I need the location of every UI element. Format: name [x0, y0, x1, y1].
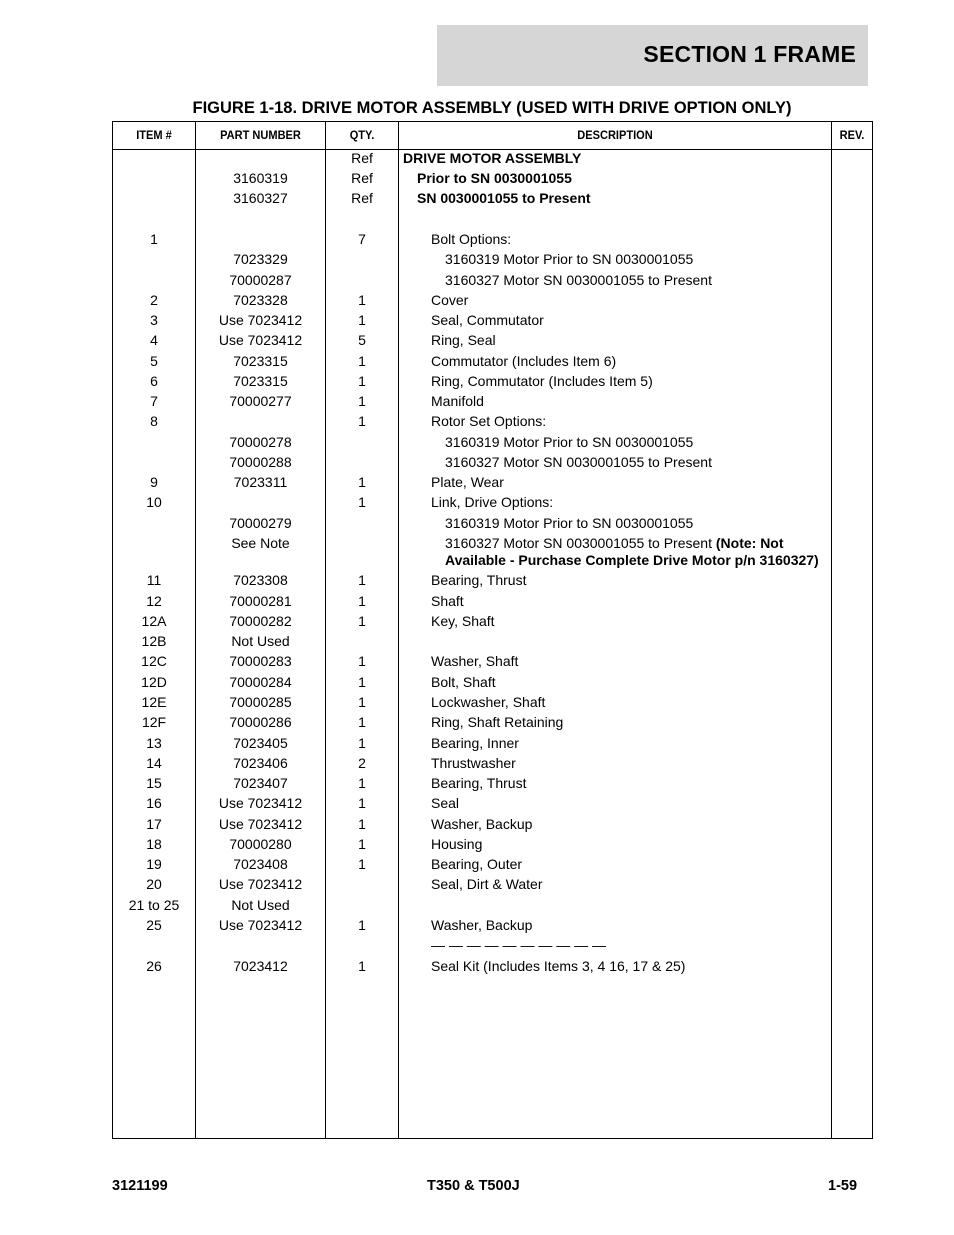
column-header-item: ITEM #: [136, 128, 172, 142]
table-row: [113, 292, 872, 312]
quantity: 1: [358, 613, 366, 629]
description-text: Link, Drive Options:: [431, 494, 554, 510]
part-number: 7023311: [233, 474, 288, 490]
part-number: 70000278: [229, 434, 292, 450]
description-text: Shaft: [431, 593, 464, 609]
item-number: 18: [146, 836, 162, 852]
table-row: [113, 775, 872, 795]
description-text: 3160327 Motor SN 0030001055 to Present: [445, 272, 712, 288]
table-row: [113, 856, 872, 876]
table-row: [113, 694, 872, 714]
description-text: 3160319 Motor Prior to SN 0030001055: [445, 434, 694, 450]
column-header-rev: REV.: [839, 128, 865, 142]
description: [403, 494, 861, 510]
quantity: 1: [358, 494, 366, 510]
table-row: [113, 332, 872, 352]
part-number: 7023308: [233, 572, 288, 588]
description-text: 3160319 Motor Prior to SN 0030001055: [445, 251, 694, 267]
part-number: 70000277: [229, 393, 292, 409]
item-number: 6: [150, 373, 158, 389]
quantity: 2: [358, 755, 366, 771]
table-row: [113, 876, 872, 896]
table-row: [113, 312, 872, 332]
description: [403, 856, 861, 872]
description: [403, 755, 861, 771]
item-number: 2: [150, 292, 158, 308]
item-number: 7: [150, 393, 158, 409]
table-row: [113, 535, 872, 568]
description: [403, 836, 861, 852]
quantity: 1: [358, 353, 366, 369]
table-row: [113, 251, 872, 271]
part-number: Not Used: [231, 897, 290, 913]
table-row: [113, 272, 872, 292]
description: [403, 653, 861, 669]
item-number: 3: [150, 312, 158, 328]
part-number: 70000286: [229, 714, 292, 730]
description: [403, 190, 847, 206]
table-row: [113, 231, 872, 251]
description: [403, 454, 875, 470]
footer-page-number: 1-59: [828, 1178, 858, 1194]
table-row: [113, 373, 872, 393]
description-text: 3160327 Motor SN 0030001055 to Present: [445, 535, 712, 551]
description-text: Washer, Shaft: [431, 653, 519, 669]
table-row: [113, 413, 872, 433]
description: [403, 917, 861, 933]
item-number: 20: [146, 876, 162, 892]
description: [403, 413, 861, 429]
table-row: [113, 613, 872, 633]
part-number: 70000281: [229, 593, 292, 609]
part-number: See Note: [231, 535, 290, 551]
part-number: Use 7023412: [218, 876, 303, 892]
item-number: 12F: [141, 714, 167, 730]
quantity: 1: [358, 593, 366, 609]
description: [403, 251, 875, 267]
description-text: 3160327 Motor SN 0030001055 to Present: [445, 454, 712, 470]
part-number: 7023329: [233, 251, 288, 267]
description-text: Bearing, Outer: [431, 856, 523, 872]
description: [403, 170, 847, 186]
part-number: 70000284: [229, 674, 292, 690]
footer-doc-number: 3121199: [112, 1178, 168, 1194]
quantity: 5: [358, 332, 366, 348]
table-row: [113, 353, 872, 373]
quantity: 1: [358, 393, 366, 409]
description-text: — — — — — — — — — —: [431, 937, 607, 953]
quantity: 1: [358, 292, 366, 308]
description: [403, 373, 861, 389]
description-text: Plate, Wear: [431, 474, 504, 490]
item-number: 4: [150, 332, 158, 348]
table-row: [113, 593, 872, 613]
description-text: Cover: [431, 292, 469, 308]
part-number: Use 7023412: [218, 332, 303, 348]
description-note-continued: Available - Purchase Complete Drive Motor p/n 3160327): [445, 552, 819, 568]
table-row: [113, 937, 872, 957]
description-text: Lockwasher, Shaft: [431, 694, 546, 710]
item-number: 9: [150, 474, 158, 490]
description: [403, 434, 875, 450]
figure-title: FIGURE 1-18. DRIVE MOTOR ASSEMBLY (USED WITH DRIVE OPTION ONLY): [192, 99, 792, 117]
item-number: 19: [146, 856, 162, 872]
part-number: 7023412: [233, 958, 288, 974]
description-text: Bearing, Thrust: [431, 572, 527, 588]
description-text: Seal, Commutator: [431, 312, 544, 328]
description-text: Housing: [431, 836, 483, 852]
quantity: 1: [358, 917, 366, 933]
quantity: 1: [358, 413, 366, 429]
quantity: 1: [358, 694, 366, 710]
quantity: 1: [358, 836, 366, 852]
part-number: Use 7023412: [218, 312, 303, 328]
column-header-qty: QTY.: [349, 128, 375, 142]
quantity: Ref: [351, 190, 373, 206]
description: [403, 332, 861, 348]
description-text: Bolt, Shaft: [431, 674, 496, 690]
description: [403, 535, 875, 551]
description-text: Key, Shaft: [431, 613, 495, 629]
item-number: 16: [146, 795, 162, 811]
description: [403, 353, 861, 369]
item-number: 8: [150, 413, 158, 429]
item-number: 12: [146, 593, 162, 609]
column-header-description: DESCRIPTION: [577, 128, 653, 142]
description: [403, 231, 861, 247]
part-number: 7023315: [233, 353, 288, 369]
table-row: [113, 474, 872, 494]
item-number: 13: [146, 735, 162, 751]
quantity: Ref: [351, 150, 373, 166]
item-number: 1: [150, 231, 158, 247]
table-row: [113, 653, 872, 673]
part-number: 7023328: [233, 292, 288, 308]
quantity: 1: [358, 474, 366, 490]
footer-model: T350 & T500J: [427, 1178, 520, 1194]
description: [403, 515, 875, 531]
part-number: 3160327: [233, 190, 288, 206]
description-text: Bearing, Thrust: [431, 775, 527, 791]
table-row: [113, 714, 872, 734]
table-row: [113, 836, 872, 856]
description: [403, 292, 861, 308]
part-number: 70000283: [229, 653, 292, 669]
item-number: 12C: [141, 653, 167, 669]
quantity: 1: [358, 373, 366, 389]
part-number: 70000279: [229, 515, 292, 531]
description: [403, 714, 861, 730]
item-number: 5: [150, 353, 158, 369]
description: [403, 312, 861, 328]
item-number: 17: [146, 816, 162, 832]
column-header-part-number: PART NUMBER: [220, 128, 301, 142]
part-number: 3160319: [233, 170, 288, 186]
table-row: [113, 454, 872, 474]
item-number: 10: [146, 494, 162, 510]
table-row: [113, 755, 872, 775]
table-row: [113, 816, 872, 836]
table-row: [113, 633, 872, 653]
description-text: Seal, Dirt & Water: [431, 876, 543, 892]
description: [403, 272, 875, 288]
description: [403, 958, 861, 974]
quantity: 1: [358, 795, 366, 811]
item-number: 12B: [141, 633, 167, 649]
description: [403, 572, 861, 588]
description: [403, 674, 861, 690]
table-row: [113, 674, 872, 694]
table-row: [113, 150, 872, 170]
description-text: Seal: [431, 795, 460, 811]
part-number: 70000287: [229, 272, 292, 288]
description-text: Prior to SN 0030001055: [417, 170, 572, 186]
table-row: [113, 515, 872, 535]
part-number: Use 7023412: [218, 795, 303, 811]
description: [403, 474, 861, 490]
description: [403, 593, 861, 609]
part-number: 70000282: [229, 613, 292, 629]
quantity: 1: [358, 674, 366, 690]
table-row: [113, 958, 872, 978]
table-row: [113, 434, 872, 454]
quantity: 1: [358, 775, 366, 791]
description-text: Ring, Commutator (Includes Item 5): [431, 373, 653, 389]
description-note: (Note: Not: [715, 535, 784, 551]
parts-table: [112, 121, 873, 1139]
section-title: SECTION 1 FRAME: [643, 41, 856, 67]
part-number: 70000280: [229, 836, 292, 852]
part-number: Use 7023412: [218, 917, 303, 933]
description-text: DRIVE MOTOR ASSEMBLY: [403, 150, 582, 166]
description-text: Seal Kit (Includes Items 3, 4 16, 17 & 25): [431, 958, 686, 974]
item-number: 12A: [141, 613, 167, 629]
table-row: [113, 494, 872, 514]
quantity: 1: [358, 816, 366, 832]
quantity: 1: [358, 572, 366, 588]
description: [403, 613, 861, 629]
table-row: [113, 897, 872, 917]
description-text: Rotor Set Options:: [431, 413, 547, 429]
description: [403, 937, 861, 953]
description-text: Washer, Backup: [431, 917, 533, 933]
item-number: 21 to 25: [128, 897, 180, 913]
part-number: 7023406: [233, 755, 288, 771]
part-number: 7023315: [233, 373, 288, 389]
quantity: 1: [358, 312, 366, 328]
part-number: 70000288: [229, 454, 292, 470]
description-text: Washer, Backup: [431, 816, 533, 832]
table-row: [113, 572, 872, 592]
description: [403, 795, 861, 811]
part-number: Not Used: [231, 633, 290, 649]
description: [403, 876, 861, 892]
section-header-box: [437, 25, 868, 86]
part-number: 7023408: [233, 856, 288, 872]
description-text: Thrustwasher: [431, 755, 516, 771]
description-text: Ring, Seal: [431, 332, 496, 348]
quantity: 1: [358, 653, 366, 669]
part-number: Use 7023412: [218, 816, 303, 832]
item-number: 26: [146, 958, 162, 974]
part-number: 70000285: [229, 694, 292, 710]
part-number: 7023405: [233, 735, 288, 751]
part-number: 7023407: [233, 775, 288, 791]
description: [403, 150, 833, 166]
description: [403, 775, 861, 791]
table-row: [113, 735, 872, 755]
item-number: 15: [146, 775, 162, 791]
description-text: Commutator (Includes Item 6): [431, 353, 617, 369]
table-row: [113, 917, 872, 937]
item-number: 25: [146, 917, 162, 933]
quantity: 1: [358, 714, 366, 730]
item-number: 11: [146, 572, 162, 588]
description-text: Manifold: [431, 393, 484, 409]
description-text: Bolt Options:: [431, 231, 512, 247]
description-text: 3160319 Motor Prior to SN 0030001055: [445, 515, 694, 531]
quantity: 1: [358, 958, 366, 974]
description: [403, 694, 861, 710]
table-row: [113, 190, 872, 210]
description: [403, 735, 861, 751]
description: [403, 393, 861, 409]
description-text: SN 0030001055 to Present: [417, 190, 591, 206]
item-number: 14: [146, 755, 162, 771]
description-text: Bearing, Inner: [431, 735, 519, 751]
table-row: [113, 795, 872, 815]
quantity: 7: [358, 231, 366, 247]
quantity: 1: [358, 735, 366, 751]
table-row: [113, 170, 872, 190]
description-text: Ring, Shaft Retaining: [431, 714, 564, 730]
quantity: Ref: [351, 170, 373, 186]
item-number: 12E: [141, 694, 167, 710]
description: [403, 816, 861, 832]
quantity: 1: [358, 856, 366, 872]
item-number: 12D: [141, 674, 167, 690]
table-row: [113, 393, 872, 413]
